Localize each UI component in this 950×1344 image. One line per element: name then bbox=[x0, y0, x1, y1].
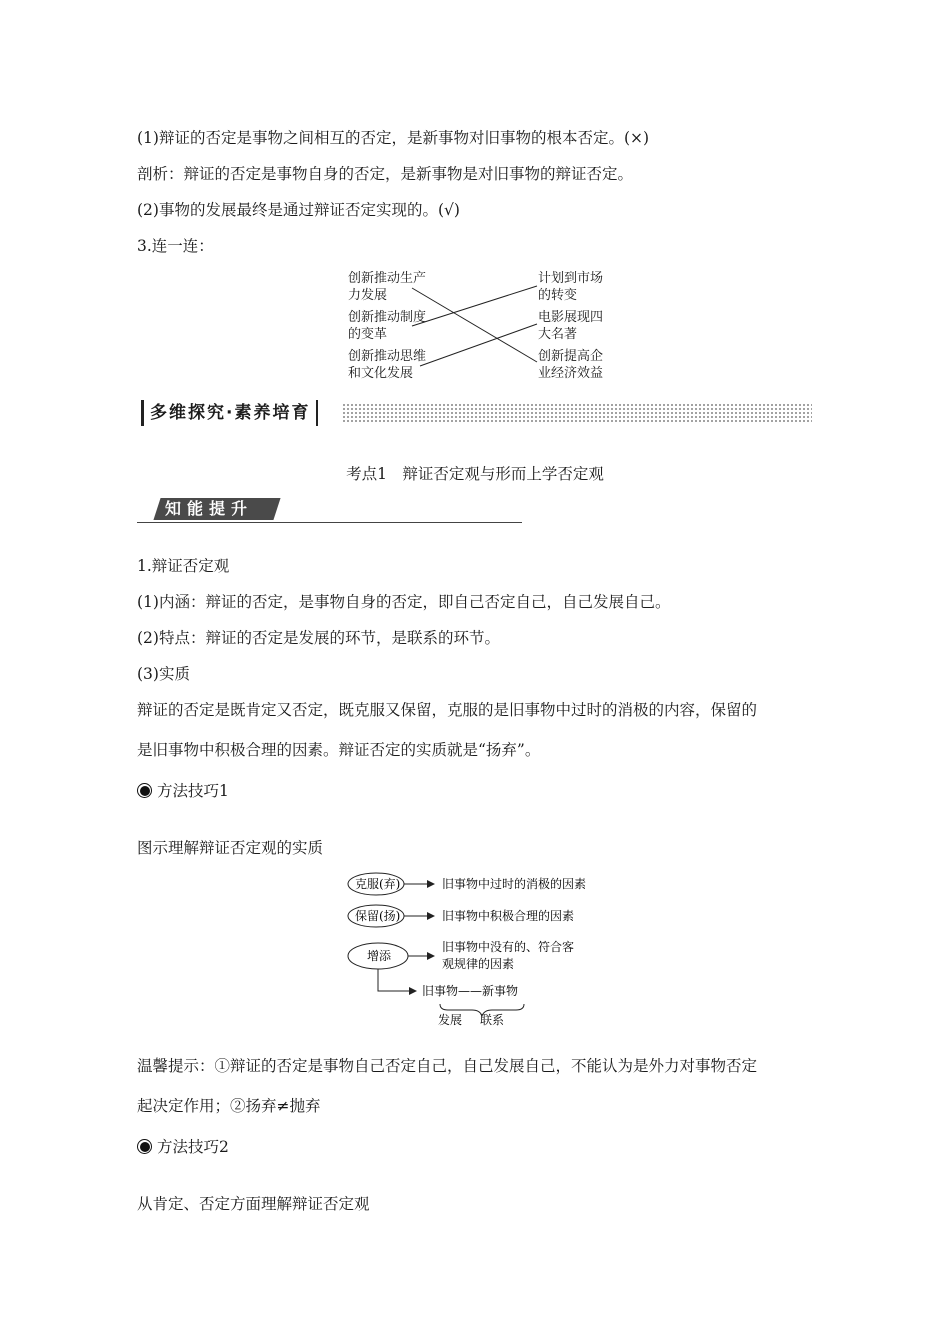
method-1-label: 方法技巧1 bbox=[157, 782, 229, 800]
heading-1: 1.辩证否定观 bbox=[137, 557, 230, 575]
right-item-1-line1: 计划到市场 bbox=[538, 271, 604, 286]
right-item-2-line1: 电影展现四 bbox=[538, 310, 604, 325]
matching-lines bbox=[340, 266, 620, 382]
tip-line-1: 温馨提示：①辩证的否定是事物自己否定自己，自己发展自己，不能认为是外力对事物否定 bbox=[137, 1057, 758, 1075]
tag-underline bbox=[137, 522, 522, 523]
right-item-2-line2: 大名著 bbox=[538, 327, 578, 342]
judgment-item-1: (1)辩证的否定是事物之间相互的否定，是新事物对旧事物的根本否定。(×) bbox=[137, 129, 650, 147]
judgment-item-2: (2)事物的发展最终是通过辩证否定实现的。(√) bbox=[137, 201, 460, 219]
target-2: 旧事物中积极合理的因素 bbox=[442, 909, 575, 923]
essence-diagram bbox=[340, 868, 630, 1028]
bullet-icon bbox=[137, 783, 152, 798]
left-item-1-line2: 力发展 bbox=[348, 288, 388, 303]
paragraph-essence-1: 辩证的否定是既肯定又否定，既克服又保留，克服的是旧事物中过时的消极的内容，保留的 bbox=[137, 701, 758, 719]
bottom-relation: 旧事物——新事物 bbox=[422, 984, 519, 998]
tag-label: 知能提升 bbox=[165, 499, 254, 518]
oval-label-overcome: 克服(弃) bbox=[355, 877, 401, 891]
label-connection: 联系 bbox=[480, 1013, 505, 1027]
section-header-bar bbox=[137, 400, 812, 426]
paragraph-feature: (2)特点：辩证的否定是发展的环节，是联系的环节。 bbox=[137, 629, 500, 647]
label-development: 发展 bbox=[438, 1013, 463, 1027]
match-line-2 bbox=[412, 286, 537, 326]
paragraph-connotation: (1)内涵：辩证的否定，是事物自身的否定，即自己否定自己，自己发展自己。 bbox=[137, 593, 671, 611]
target-1: 旧事物中过时的消极的因素 bbox=[442, 877, 587, 891]
method-1-description: 图示理解辩证否定观的实质 bbox=[137, 839, 324, 857]
left-item-1-line1: 创新推动生产 bbox=[348, 271, 427, 286]
zhineng-tag bbox=[137, 498, 522, 524]
left-item-3-line2: 和文化发展 bbox=[348, 366, 414, 381]
question-3-label: 3.连一连： bbox=[137, 237, 214, 255]
left-item-2-line2: 的变革 bbox=[348, 327, 388, 342]
target-3-line2: 观规律的因素 bbox=[442, 957, 515, 971]
paragraph-essence-2: 是旧事物中积极合理的因素。辩证否定的实质就是“扬弃”。 bbox=[137, 741, 541, 759]
match-line-3 bbox=[420, 324, 537, 366]
right-item-1-line2: 的转变 bbox=[538, 288, 578, 303]
bullet-icon bbox=[137, 1139, 152, 1154]
section-title: 多维探究·素养培育 bbox=[141, 400, 318, 426]
method-2-label: 方法技巧2 bbox=[157, 1138, 229, 1156]
target-3-line1: 旧事物中没有的、符合客 bbox=[442, 940, 575, 954]
analysis-text: 剖析：辩证的否定是事物自身的否定，是新事物是对旧事物的辩证否定。 bbox=[137, 165, 634, 183]
oval-label-add: 增添 bbox=[367, 949, 392, 963]
oval-label-retain: 保留(扬) bbox=[355, 909, 401, 923]
paragraph-essence-heading: (3)实质 bbox=[137, 665, 190, 683]
right-item-3-line1: 创新提高企 bbox=[538, 349, 604, 364]
matching-diagram bbox=[340, 266, 620, 382]
dotted-fill bbox=[342, 403, 812, 423]
match-line-1 bbox=[412, 288, 537, 362]
kaodian-heading: 考点1 辩证否定观与形而上学否定观 bbox=[346, 465, 604, 483]
tip-line-2: 起决定作用；②扬弃≠抛弃 bbox=[137, 1097, 321, 1115]
right-item-3-line2: 业经济效益 bbox=[538, 366, 604, 381]
left-item-2-line1: 创新推动制度 bbox=[348, 310, 427, 325]
left-item-3-line1: 创新推动思维 bbox=[348, 349, 427, 364]
method-2-description: 从肯定、否定方面理解辩证否定观 bbox=[137, 1195, 370, 1213]
